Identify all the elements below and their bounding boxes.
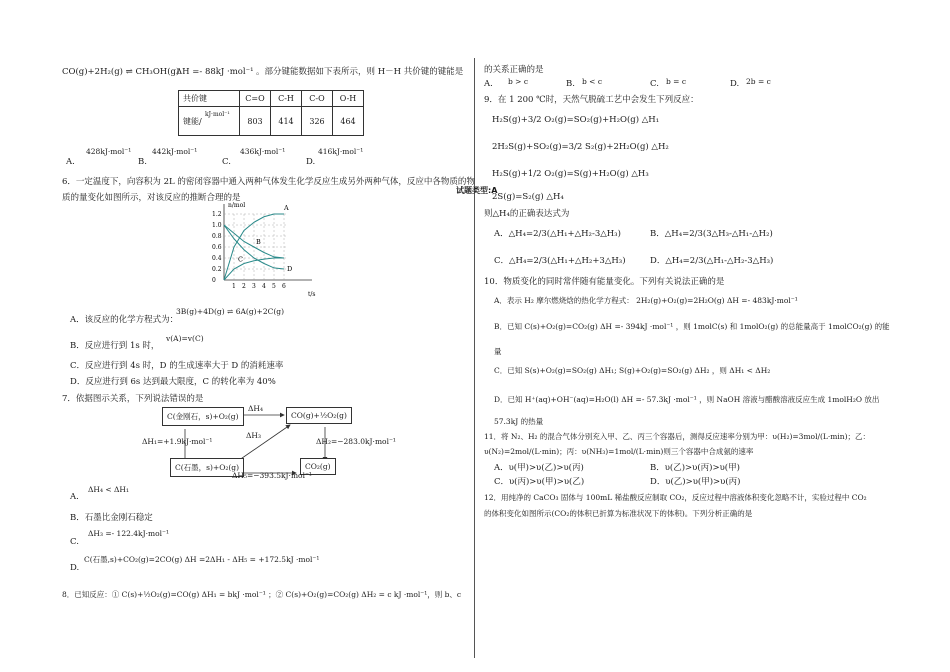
x-tick-label: 3 (252, 283, 256, 290)
label-dh4: ΔH₄ (248, 404, 263, 413)
y-tick-label: 1.2 (212, 211, 222, 218)
box-co: CO(g)+½O₂(g) (286, 407, 352, 424)
table-cell: 414 (271, 107, 302, 136)
option-a-value: 428kJ·mol⁻¹ (86, 147, 132, 156)
bond-energy-table (178, 90, 364, 136)
y-tick-label: 0.6 (212, 244, 222, 251)
q7-option-b: B．石墨比金刚石稳定 (70, 513, 153, 523)
table-cell: C-O (302, 91, 333, 107)
q8-option-b-label: B. (566, 79, 575, 89)
y-axis-label: n/mol (228, 202, 246, 209)
q7-option-a: ΔH₄ < ΔH₁ (88, 485, 129, 494)
box-graphite: C(石墨，s)+O₂(g) (170, 458, 244, 477)
table-cell: O-H (333, 91, 364, 107)
q7-option-c-label: C. (70, 537, 79, 547)
q5-enthalpy: ΔH =- 88kJ ·mol⁻¹ (176, 67, 254, 77)
q10-option-b-line1: B．已知 C(s)+O₂(g)=CO₂(g) ΔH =- 394kJ ·mol⁻¹ ，则 1molC(s) 和 1molO₂(g) 的总能量高于 1molCO₂(g) 的能 (494, 322, 890, 331)
column-divider (474, 58, 475, 658)
option-d-value: 416kJ·mol⁻¹ (318, 147, 364, 156)
q9-eq3: H₂S(g)+1/2 O₂(g)=S(g)+H₂O(g) △H₃ (492, 169, 649, 179)
table-cell: 803 (240, 107, 271, 136)
row-label: 键能/ (183, 116, 202, 126)
option-b-value: 442kJ·mol⁻¹ (152, 147, 198, 156)
option-d-label: D. (306, 157, 316, 167)
q8-option-c-label: C. (650, 79, 659, 89)
q9-option-d: D．△H₄=2/3(△H₁-△H₂-3△H₃) (650, 256, 774, 266)
q11-option-b: B．υ(乙)>υ(丙)>υ(甲) (650, 463, 740, 473)
label-dh3: ΔH₃ (246, 431, 261, 440)
series-label-d: D (287, 265, 293, 273)
q7-option-a-label: A. (70, 492, 79, 502)
q8-option-c: b = c (666, 77, 687, 86)
x-axis-label: t/s (308, 291, 316, 298)
q5-text: 。部分键能数据如下表所示，则 H－H 共价键的键能是 (256, 67, 464, 77)
y-tick-label: 0 (212, 277, 216, 284)
q11-line2: υ(N₂)=2mol/(L·min)；丙：υ(NH₃)=1mol/(L·min)则三个容器中合成氨的速率 (484, 447, 754, 456)
table-cell: 共价键 (179, 91, 240, 107)
series-label-c: C (238, 255, 243, 264)
x-tick-label: 5 (272, 283, 276, 290)
q8-option-d: 2b = c (746, 77, 771, 86)
option-c-label: C. (222, 157, 231, 167)
q10-option-b-line2: 量 (494, 347, 502, 356)
q7-stem: 7．依据图示关系，下列说法错误的是 (62, 394, 204, 404)
q5-equation: CO(g)+2H₂(g) ⇌ CH₃OH(g) (62, 67, 180, 77)
x-tick-label: 6 (282, 283, 286, 290)
label-dh5: ΔH₅=−393.5kJ·mol⁻¹ (232, 471, 312, 480)
q11-line1: 11．将 N₂、H₂ 的混合气体分别充入甲、乙、丙三个容器后，测得反应速率分别为甲：υ(H₂)=3mol/(L·min)；乙： (484, 432, 871, 441)
q9-option-a: A．△H₄=2/3(△H₁+△H₂-3△H₃) (494, 229, 621, 239)
q11-option-c: C．υ(丙)>υ(甲)>υ(乙) (494, 477, 585, 487)
amount-vs-time-chart (196, 200, 336, 300)
q10-option-a: A．表示 H₂ 摩尔燃烧焓的热化学方程式： 2H₂(g)+O₂(g)=2H₂O(g) ΔH =- 483kJ·mol⁻¹ (494, 296, 798, 305)
q8-option-d-label: D. (730, 79, 740, 89)
y-tick-label: 0.8 (212, 233, 222, 240)
q11-option-a: A．υ(甲)>υ(乙)>υ(丙) (494, 463, 584, 473)
q9-option-b: B．△H₄=2/3(3△H₃-△H₁-△H₂) (650, 229, 773, 239)
q7-option-c: ΔH₃ =- 122.4kJ·mol⁻¹ (88, 529, 169, 538)
q12-line2: 的体积变化如图所示(CO₂的体积已折算为标准状况下的体积)。下列分析正确的是 (484, 509, 753, 518)
series-line-b (224, 225, 284, 258)
box-diamond: C(金刚石，s)+O₂(g) (162, 407, 244, 426)
q7-option-d: C(石墨,s)+CO₂(g)=2CO(g) ΔH =2ΔH₁ - ΔH₅ = +172.5kJ ·mol⁻¹ (84, 555, 320, 564)
q9-option-c: C．△H₄=2/3(△H₁+△H₂+3△H₃) (494, 256, 626, 266)
x-tick-label: 1 (232, 283, 236, 290)
question-8: 8．已知反应：① C(s)+½O₂(g)=CO(g) ΔH₁ = bkJ ·mol⁻¹ ；② C(s)+O₂(g)=CO₂(g) ΔH₂ = c kJ ·mol⁻¹，则 b、c (62, 590, 462, 599)
label-dh2: ΔH₂=−283.0kJ·mol⁻¹ (316, 437, 396, 446)
y-tick-label: 1.0 (212, 222, 222, 229)
q6-line1: 6．一定温度下，向容积为 2L 的密闭容器中通入两种气体发生化学反应生成另外两种气体，反应中各物质的物 (62, 177, 475, 187)
exam-type-label: 试题类型:A (456, 186, 498, 195)
q10-stem: 10．物质变化的同时常伴随有能量变化。下列有关说法正确的是 (484, 277, 725, 287)
y-tick-label: 0.2 (212, 266, 222, 273)
q8-option-b: b < c (582, 77, 603, 86)
table-row (179, 107, 364, 136)
option-b-label: B. (138, 157, 147, 167)
q10-option-d-line1: D．已知 H⁺(aq)+OH⁻(aq)=H₂O(l) ΔH =- 57.3kJ ·mol⁻¹ ，则 NaOH 溶液与醋酸溶液反应生成 1molH₂O 放出 (494, 395, 880, 404)
q6-option-a: A．该反应的化学方程式为： (70, 315, 179, 325)
table-cell (179, 107, 240, 136)
x-tick-label: 2 (242, 283, 246, 290)
q6-option-c: C．反应进行到 4s 时，D 的生成速率大于 D 的消耗速率 (70, 361, 284, 371)
option-a-label: A. (66, 157, 75, 167)
q8-option-a: b > c (508, 77, 529, 86)
table-header-row (179, 91, 364, 107)
option-c-value: 436kJ·mol⁻¹ (240, 147, 286, 156)
table-cell: C=O (240, 91, 271, 107)
q10-option-c: C．已知 S(s)+O₂(g)=SO₂(g) ΔH₁; S(g)+O₂(g)=SO₂(g) ΔH₂ ，则 ΔH₁ < ΔH₂ (494, 366, 771, 375)
q8-cont-text: 的关系正确的是 (484, 65, 544, 75)
q10-option-d-line2: 57.3kJ 的热量 (494, 417, 544, 426)
label-dh1: ΔH₁=+1.9kJ·mol⁻¹ (142, 437, 213, 446)
q9-eq2: 2H₂S(g)+SO₂(g)=3/2 S₂(g)+2H₂O(g) △H₂ (492, 142, 669, 152)
series-label-b: B (256, 238, 261, 246)
series-label-a: A (284, 204, 289, 212)
table-cell: 326 (302, 107, 333, 136)
q6-option-a-eq: 3B(g)+4D(g) ⇌ 6A(g)+2C(g) (176, 307, 284, 316)
table-cell: 464 (333, 107, 364, 136)
q9-stem: 9．在 1 200 ℃时，天然气脱硫工艺中会发生下列反应： (484, 95, 699, 105)
q6-line2: 质的量变化如图所示，对该反应的推断合理的是 (62, 193, 241, 203)
q9-eq4: 2S(g)=S₂(g) △H₄ (492, 192, 564, 202)
y-tick-label: 0.4 (212, 255, 222, 262)
q6-option-b-eq: v(A)=v(C) (166, 334, 204, 343)
box-co2: CO₂(g) (300, 458, 336, 475)
q9-eq1: H₂S(g)+3/2 O₂(g)=SO₂(g)+H₂O(g) △H₁ (492, 115, 660, 125)
q7-option-d-label: D. (70, 563, 80, 573)
q9-ask: 则△H₄的正确表达式为 (484, 209, 570, 219)
q6-option-b: B．反应进行到 1s 时， (70, 341, 160, 351)
q8-option-a-label: A. (484, 79, 493, 89)
q6-option-d: D．反应进行到 6s 达到最大限度，C 的转化率为 40% (70, 377, 276, 387)
q12-line1: 12．用纯净的 CaCO₃ 固体与 100mL 稀盐酸反应制取 CO₂，反应过程中溶液体积变化忽略不计，实验过程中 CO₂ (484, 493, 867, 502)
x-tick-label: 4 (262, 283, 266, 290)
unit-label: kJ·mol⁻¹ (205, 111, 230, 118)
table-cell: C-H (271, 91, 302, 107)
q11-option-d: D．υ(乙)>υ(甲)>υ(丙) (650, 477, 741, 487)
